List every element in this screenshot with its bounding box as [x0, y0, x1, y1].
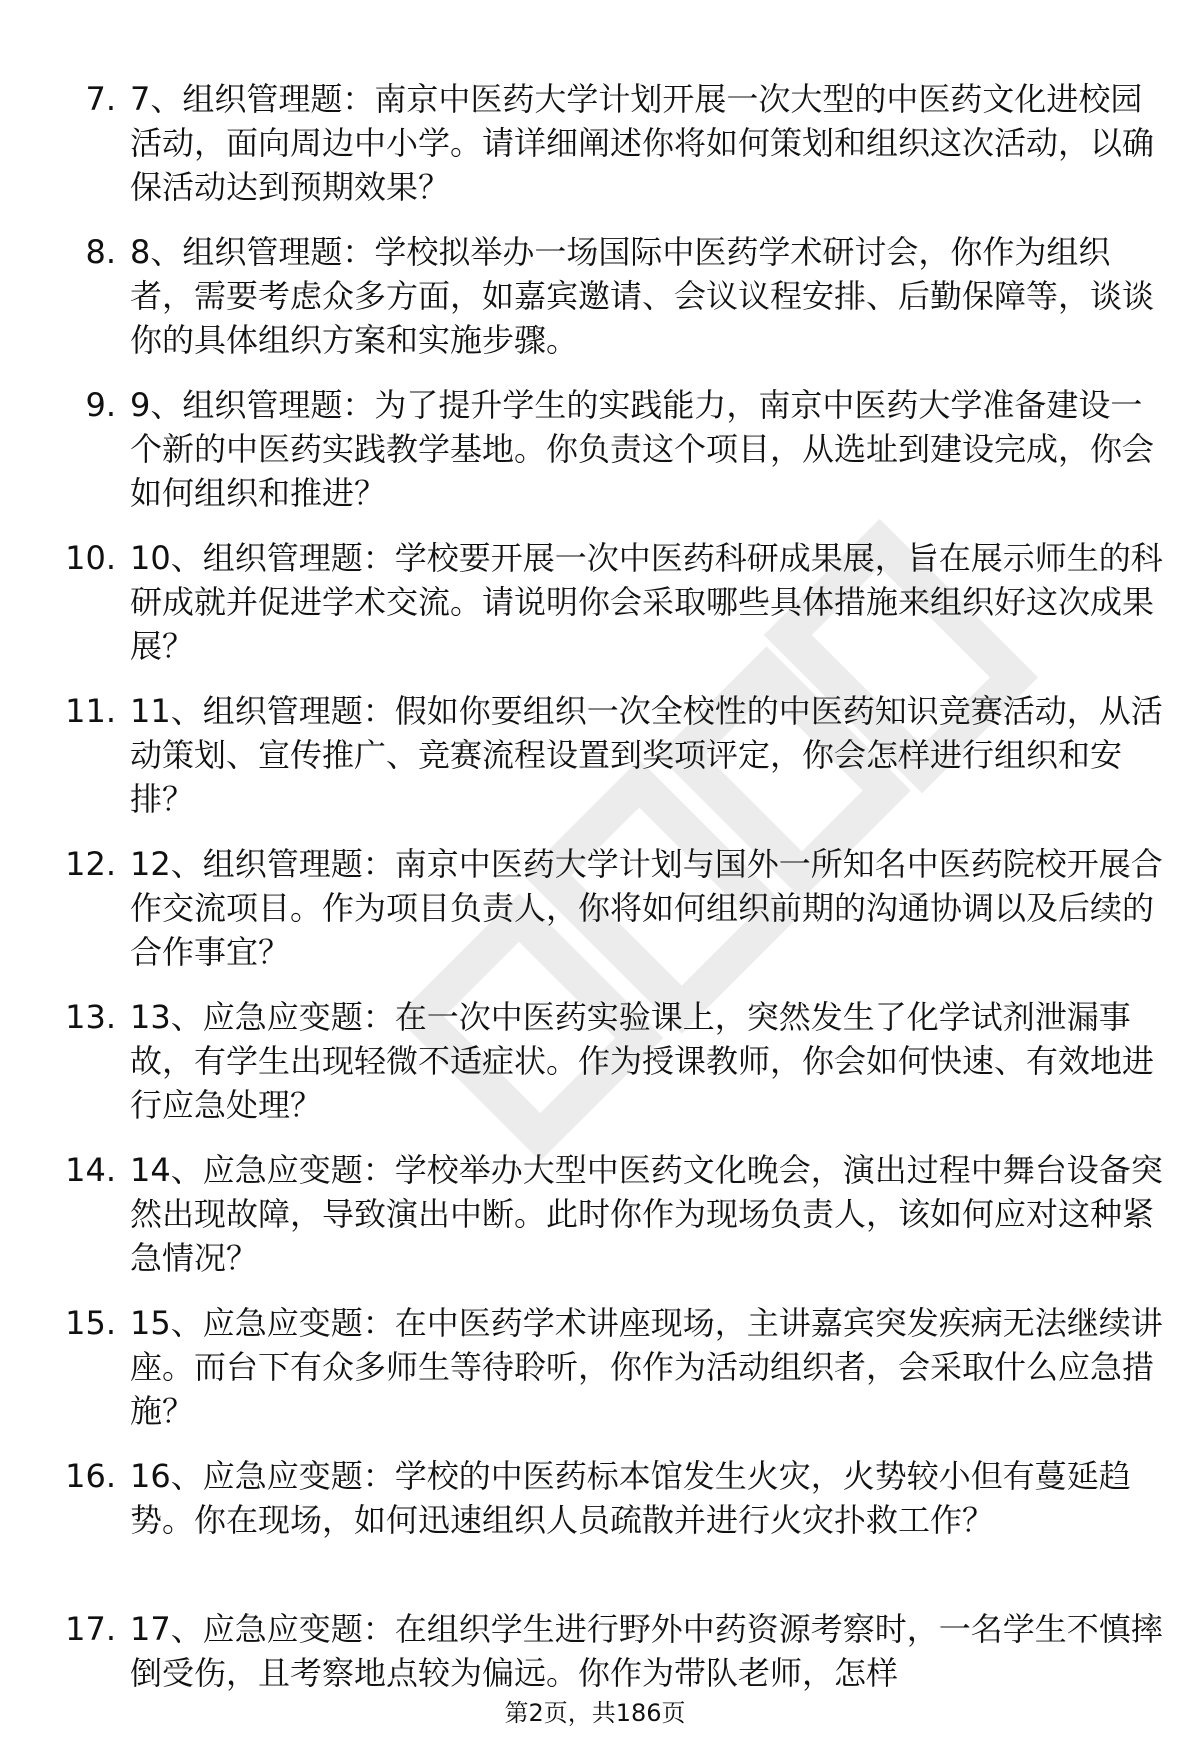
list-item — [0, 536, 1190, 689]
list-item — [0, 77, 1190, 230]
list-item — [0, 995, 1190, 1148]
question-text: 13、应急应变题：在一次中医药实验课上，突然发生了化学试剂泄漏事故，有学生出现轻微不适症状。作为授课教师，你会如何快速、有效地进行应急处理？ — [130, 998, 1155, 1124]
question-text: 9、组织管理题：为了提升学生的实践能力，南京中医药大学准备建设一个新的中医药实践教学基地。你负责这个项目，从选址到建设完成，你会如何组织和推进？ — [130, 386, 1155, 512]
list-item — [0, 1301, 1190, 1454]
question-text: 11、组织管理题：假如你要组织一次全校性的中医药知识竞赛活动，从活动策划、宣传推广、竞赛流程设置到奖项评定，你会怎样进行组织和安排？ — [130, 692, 1163, 818]
question-number: 8. — [85, 233, 116, 271]
question-number: 13. — [65, 998, 116, 1036]
question-text: 16、应急应变题：学校的中医药标本馆发生火灾，火势较小但有蔓延趋势。你在现场，如何迅速组织人员疏散并进行火灾扑救工作？ — [130, 1457, 1131, 1539]
question-number: 17. — [65, 1610, 116, 1648]
question-number: 9. — [85, 386, 116, 424]
question-list — [0, 77, 1190, 1707]
question-text: 17、应急应变题：在组织学生进行野外中药资源考察时，一名学生不慎摔倒受伤，且考察地点较为偏远。你作为带队老师，怎样 — [130, 1610, 1163, 1692]
question-text: 15、应急应变题：在中医药学术讲座现场，主讲嘉宾突发疾病无法继续讲座。而台下有众多师生等待聆听，你作为活动组织者，会采取什么应急措施？ — [130, 1304, 1163, 1430]
list-item — [0, 1454, 1190, 1607]
list-item — [0, 230, 1190, 383]
list-item — [0, 383, 1190, 536]
question-text: 7、组织管理题：南京中医药大学计划开展一次大型的中医药文化进校园活动，面向周边中小学。请详细阐述你将如何策划和组织这次活动，以确保活动达到预期效果？ — [130, 80, 1155, 206]
list-item — [0, 1148, 1190, 1301]
list-item — [0, 1607, 1190, 1707]
question-text: 8、组织管理题：学校拟举办一场国际中医药学术研讨会，你作为组织者，需要考虑众多方面，如嘉宾邀请、会议议程安排、后勤保障等，谈谈你的具体组织方案和实施步骤。 — [130, 233, 1155, 359]
question-text: 10、组织管理题：学校要开展一次中医药科研成果展，旨在展示师生的科研成就并促进学术交流。请说明你会采取哪些具体措施来组织好这次成果展？ — [130, 539, 1163, 665]
question-number: 12. — [65, 845, 116, 883]
list-item — [0, 842, 1190, 995]
question-number: 11. — [65, 692, 116, 730]
list-item — [0, 689, 1190, 842]
question-number: 7. — [85, 80, 116, 118]
question-text: 14、应急应变题：学校举办大型中医药文化晚会，演出过程中舞台设备突然出现故障，导致演出中断。此时你作为现场负责人，该如何应对这种紧急情况？ — [130, 1151, 1163, 1277]
question-text: 12、组织管理题：南京中医药大学计划与国外一所知名中医药院校开展合作交流项目。作为项目负责人，你将如何组织前期的沟通协调以及后续的合作事宜？ — [130, 845, 1163, 971]
question-number: 15. — [65, 1304, 116, 1342]
question-number: 10. — [65, 539, 116, 577]
question-number: 16. — [65, 1457, 116, 1495]
page-footer: 第2页，共186页 — [504, 1699, 686, 1727]
question-number: 14. — [65, 1151, 116, 1189]
